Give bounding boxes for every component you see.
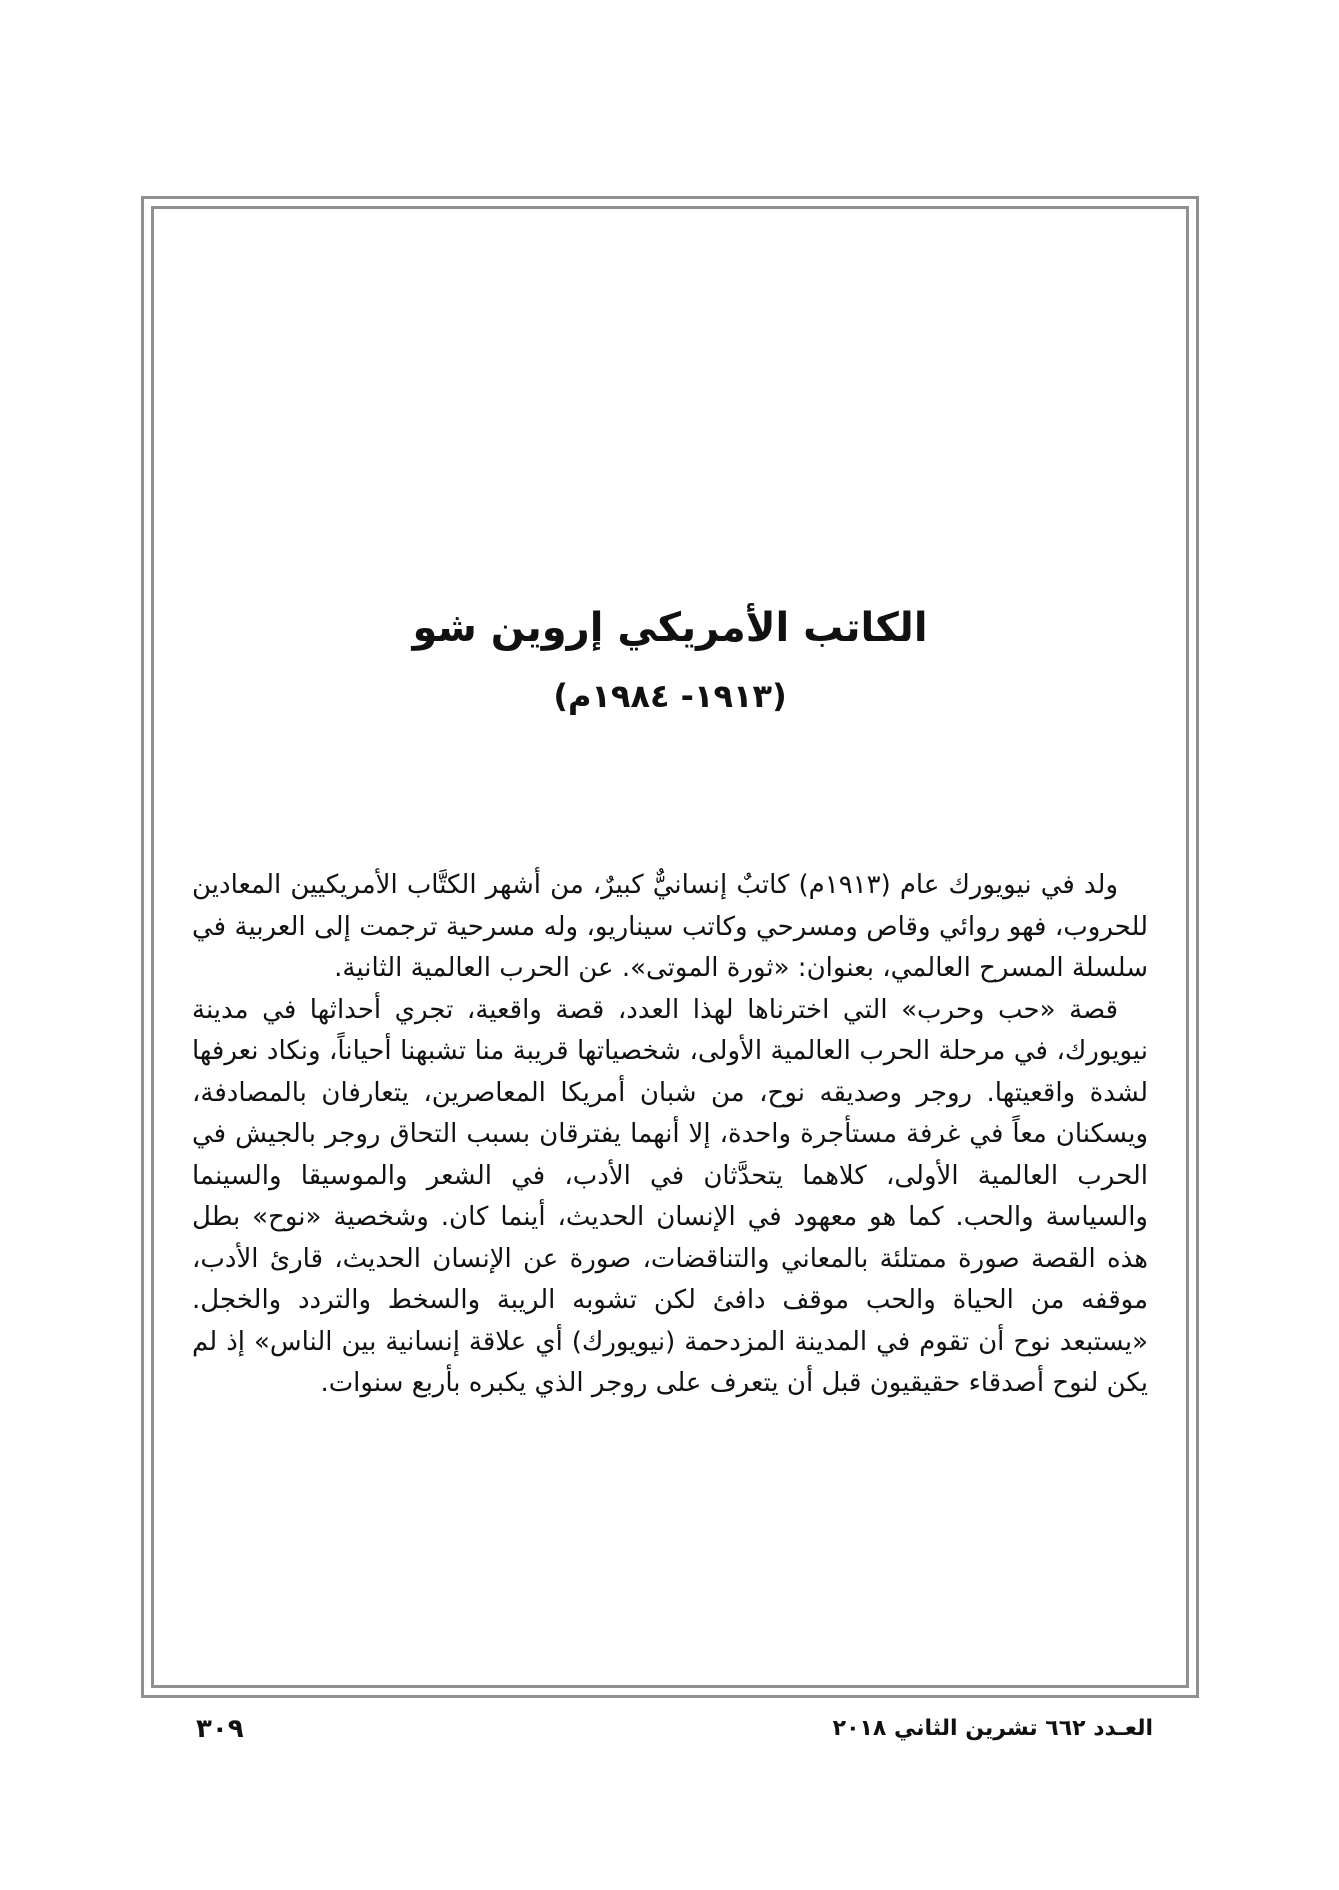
paragraph-story: قصة «حب وحرب» التي اخترناها لهذا العدد، قصة واقعية، تجري أحداثها في مدينة نيويورك، في مرحلة الحرب العالمية الأولى، شخصياتها قريبة منا تشبهنا أحياناً، ونكاد نعرفها لشدة واقعيتها. روجر وصديقه نوح، من شبان أمريكا المعاصرين، يتعارفان بالمصادفة، ويسكنان معاً في غرفة مستأجرة واحدة، إلا أنهما يفترقان بسبب التحاق روجر بالجيش في الحرب العالمية الأولى، كلاهما يتحدَّثان في الأدب، في الشعر والموسيقا والسينما والسياسة والحب. كما هو معهود في الإنسان الحديث، أينما كان. وشخصية «نوح» بطل هذه القصة صورة ممتلئة بالمعاني والتناقضات، صورة عن الإنسان الحديث، قارئ الأدب، موقفه من الحياة والحب موقف دافئ لكن تشوبه الريبة والسخط والتردد والخجل. «يستبعد نوح أن تقوم في المدينة المزدحمة (نيويورك) أي علاقة إنسانية بين الناس» إذ لم يكن لنوح أصدقاء حقيقيون قبل أن يتعرف على روجر الذي يكبره بأربع سنوات. [192,994,1148,1398]
page-number: ٣٠٩ [196,1714,244,1744]
article-title: الكاتب الأمريكي إروين شو [412,605,928,651]
paragraph-intro: ولد في نيويورك عام (١٩١٣م) كاتبٌ إنسانيٌّ كبيرٌ، من أشهر الكتَّاب الأمريكيين المعادين للحروب، فهو روائي وقاص ومسرحي وكاتب سيناريو، وله مسرحية ترجمت إلى العربية في سلسلة المسرح العالمي، بعنوان: «ثورة الموتى». عن الحرب العالمية الثانية. [192,870,1148,983]
article-body [192,865,1148,1405]
article-dates: (١٩١٣- ١٩٨٤م) [553,677,787,715]
issue-info: العـدد ٦٦٢ تشرين الثاني ٢٠١٨ [832,1716,1153,1741]
